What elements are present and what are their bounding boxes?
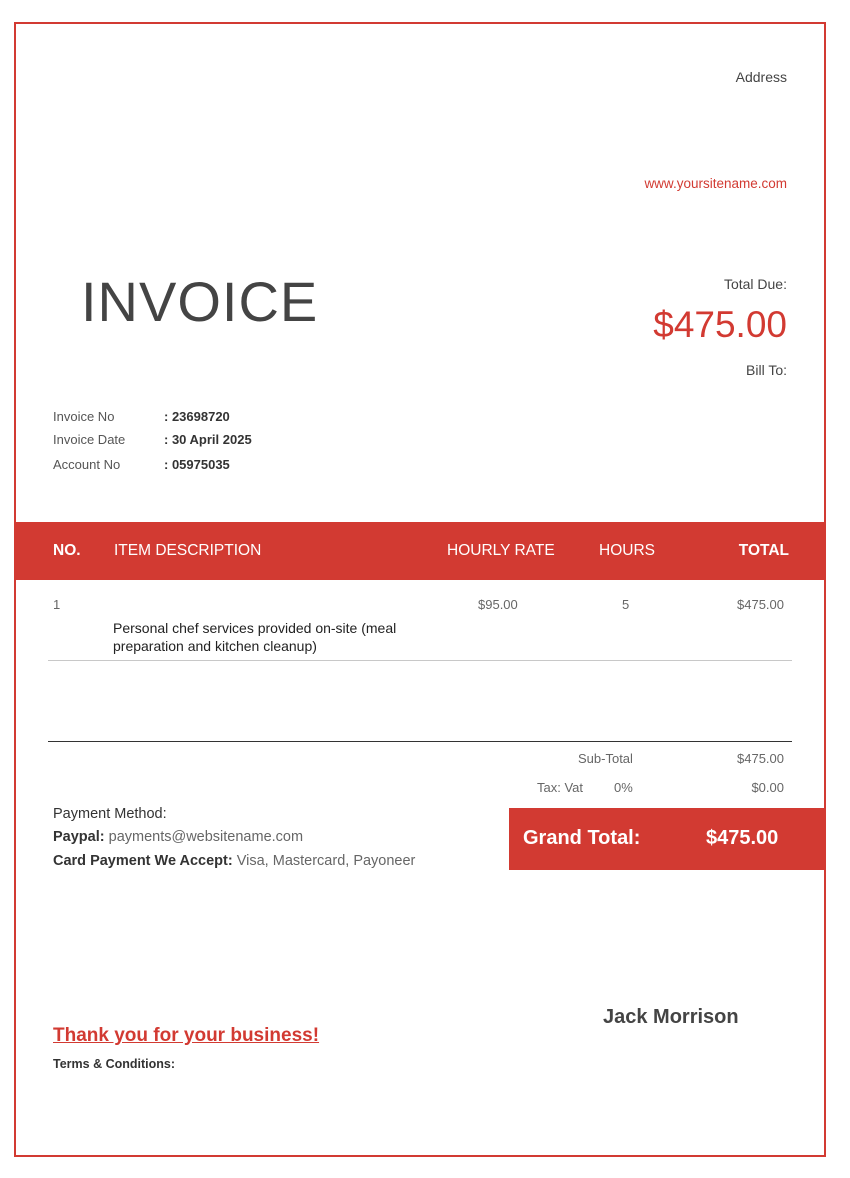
invoice-number-value: : 23698720 — [164, 409, 230, 424]
column-header-description: ITEM DESCRIPTION — [114, 542, 262, 559]
paypal-email[interactable]: payments@websitename.com — [108, 829, 304, 845]
account-number-value: : 05975035 — [164, 457, 230, 472]
items-table-header — [16, 522, 826, 580]
invoice-date-row — [53, 432, 252, 447]
terms-conditions-label: Terms & Conditions: — [53, 1057, 175, 1071]
column-header-no: NO. — [53, 542, 81, 559]
invoice-date-value: : 30 April 2025 — [164, 432, 252, 447]
paypal-line — [53, 829, 303, 845]
table-bottom-rule — [48, 741, 792, 742]
item-total: $475.00 — [737, 597, 784, 612]
subtotal-value: $475.00 — [737, 751, 784, 766]
card-payment-line — [53, 853, 415, 869]
item-description: Personal chef services provided on-site (meal preparation and kitchen cleanup) — [113, 620, 397, 654]
tax-rate: 0% — [614, 780, 633, 795]
page-title: INVOICE — [81, 270, 319, 333]
tax-value: $0.00 — [751, 780, 784, 795]
thank-you-message: Thank you for your business! — [53, 1025, 320, 1046]
subtotal-label: Sub-Total — [578, 751, 633, 766]
item-number: 1 — [53, 597, 61, 612]
item-hours: 5 — [622, 597, 630, 612]
grand-total-box — [509, 808, 826, 870]
card-payment-label: Card Payment We Accept: — [53, 853, 233, 869]
column-header-hours: HOURS — [599, 542, 655, 559]
total-due-label: Total Due: — [723, 276, 787, 292]
account-number-row — [53, 457, 230, 472]
company-address: Address — [735, 69, 787, 85]
column-header-hourly-rate: HOURLY RATE — [447, 542, 555, 559]
row-divider — [48, 660, 792, 661]
item-hourly-rate: $95.00 — [478, 597, 518, 612]
invoice-number-row — [53, 409, 230, 424]
grand-total-value: $475.00 — [706, 827, 779, 849]
signature-name: Jack Morrison — [603, 1006, 739, 1028]
card-payment-value: Visa, Mastercard, Payoneer — [236, 853, 416, 869]
company-website[interactable]: www.yoursitename.com — [644, 176, 787, 191]
paypal-label: Paypal: — [53, 829, 105, 845]
bill-to-label: Bill To: — [746, 362, 787, 378]
payment-method-label: Payment Method: — [53, 806, 167, 822]
total-due-amount: $475.00 — [653, 304, 787, 345]
invoice-border — [14, 22, 826, 1157]
grand-total-label: Grand Total: — [523, 827, 641, 849]
invoice-number-label: Invoice No — [53, 409, 115, 424]
column-header-total: TOTAL — [738, 542, 789, 559]
tax-label: Tax: Vat — [537, 780, 584, 795]
account-number-label: Account No — [53, 457, 121, 472]
invoice-date-label: Invoice Date — [53, 432, 126, 447]
